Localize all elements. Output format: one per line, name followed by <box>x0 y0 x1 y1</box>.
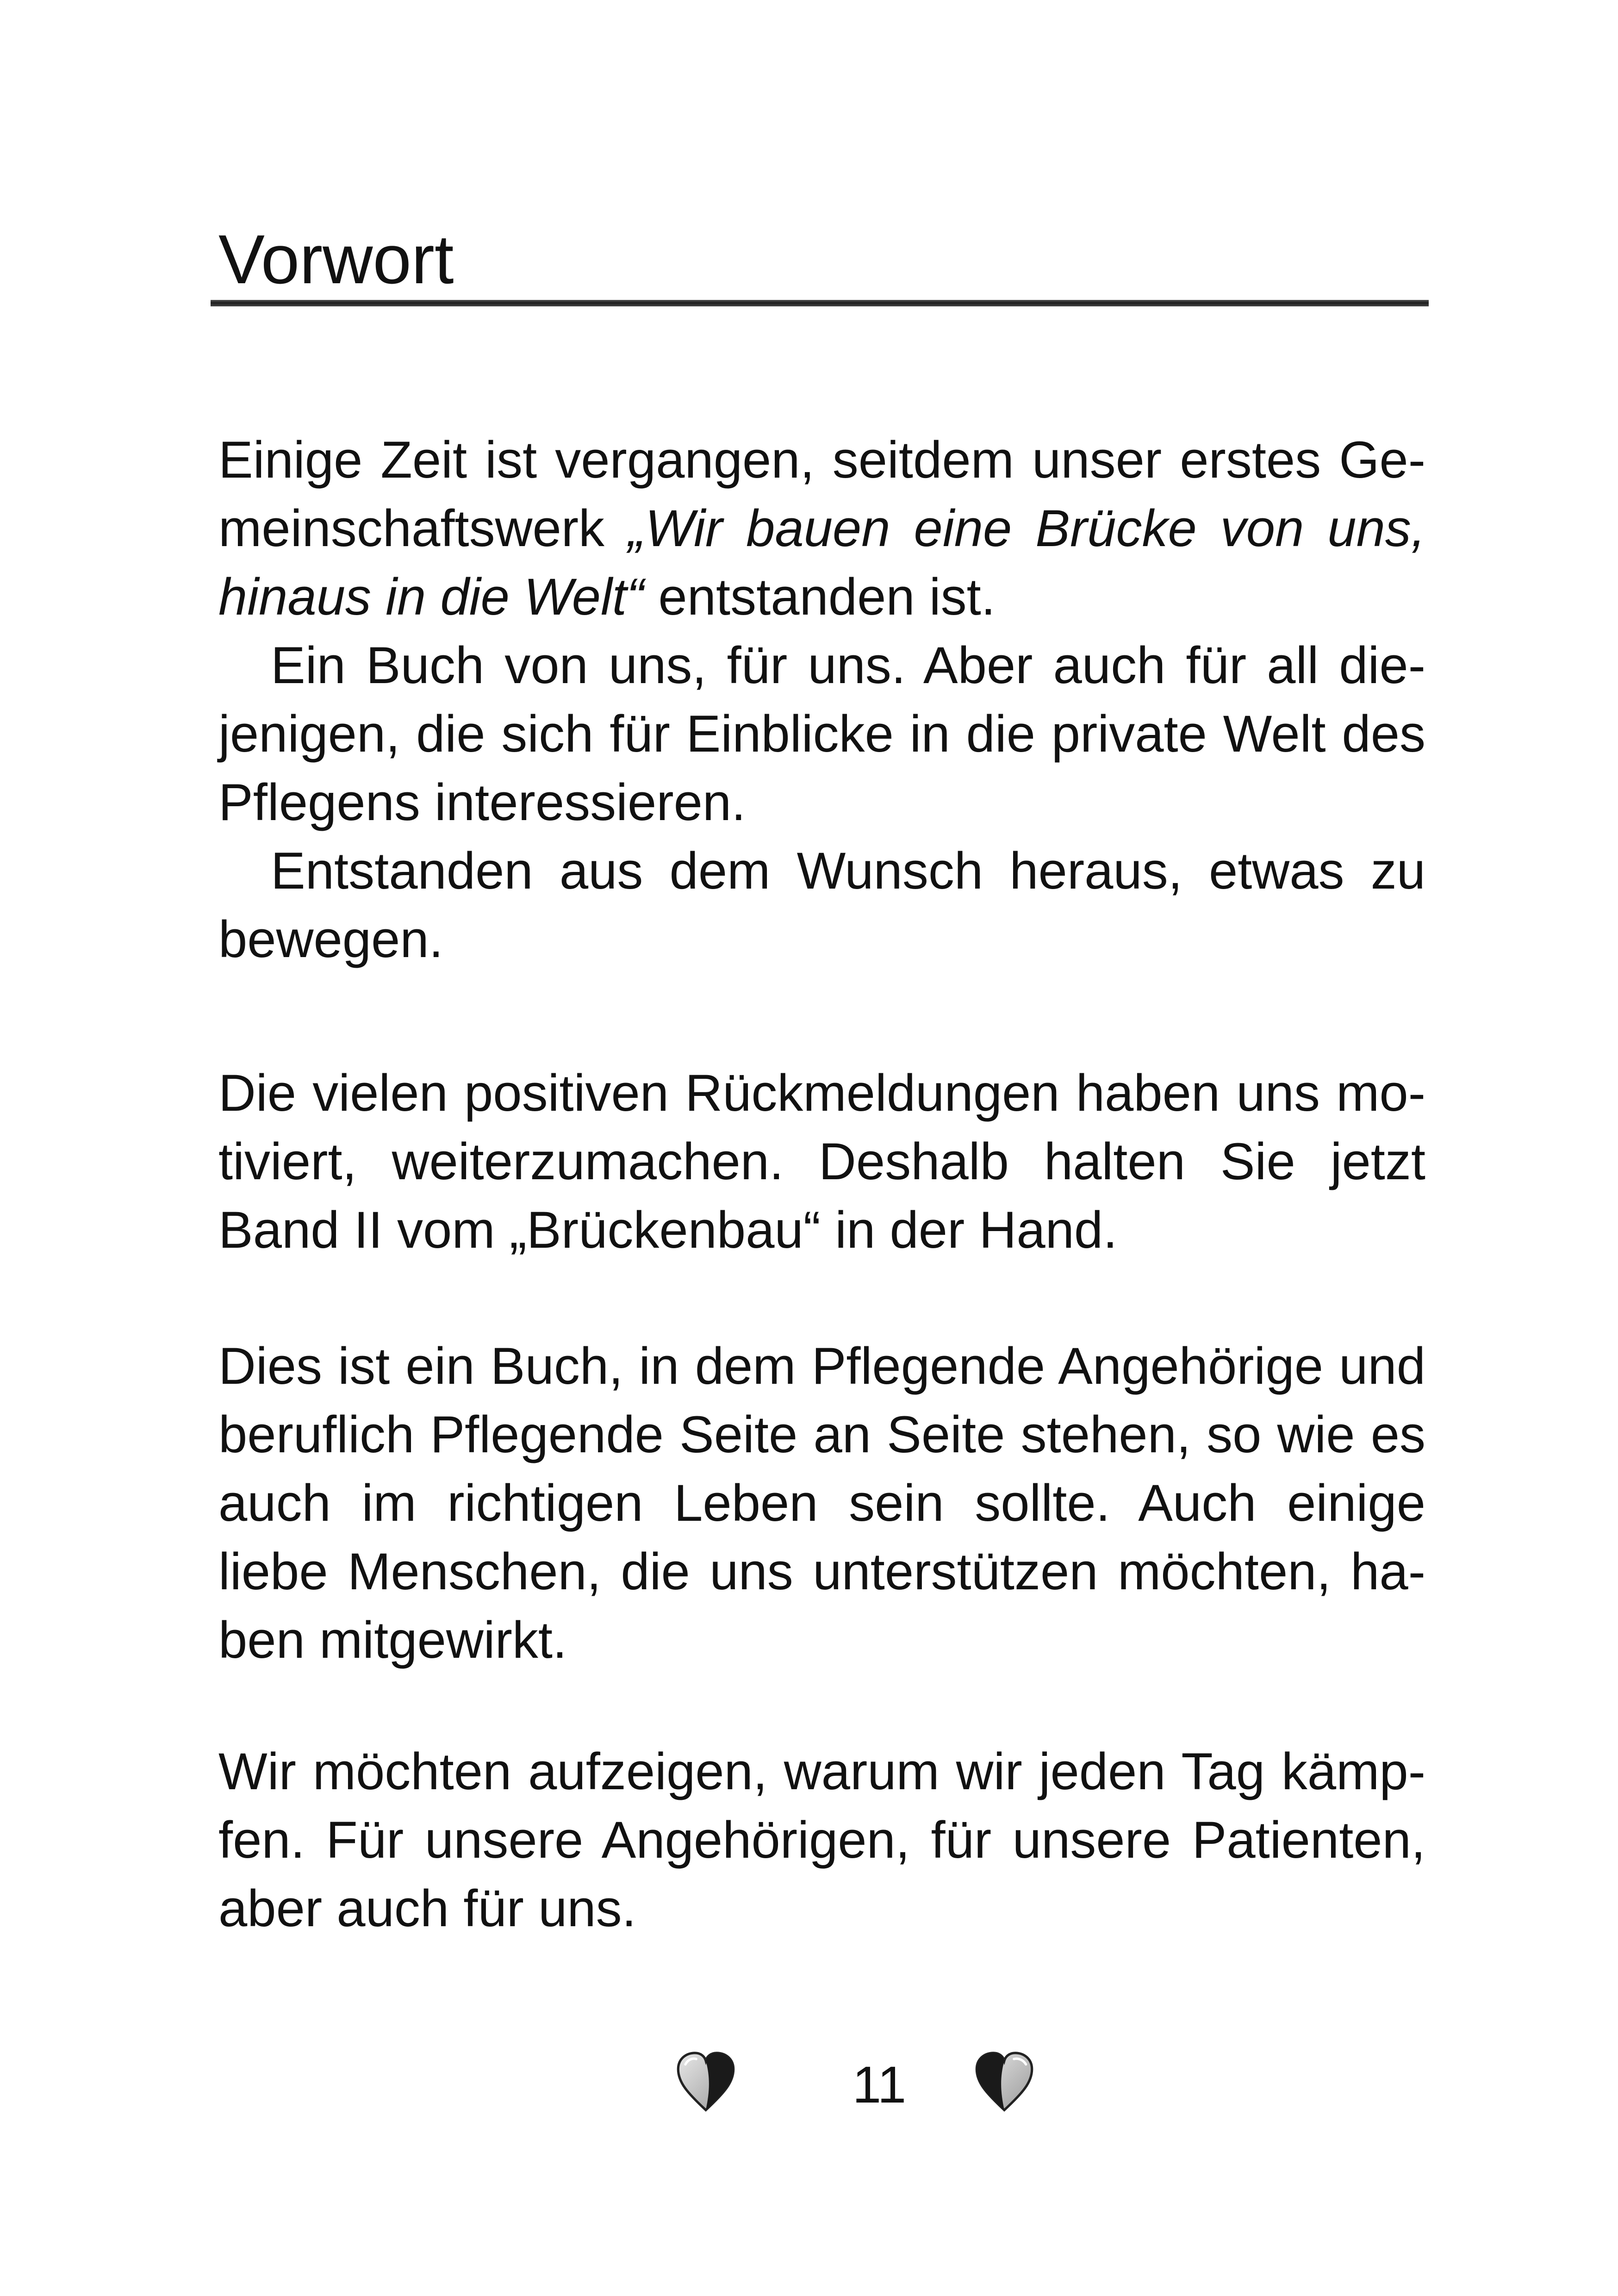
text-line <box>218 1127 1425 1196</box>
text-segment: Einige Zeit ist vergangen, seitdem unser erstes Ge- <box>218 431 1425 489</box>
text-segment: Pflegens interessieren. <box>218 773 746 831</box>
heart-icon <box>676 2051 736 2114</box>
text-line <box>218 426 1425 494</box>
page-title: Vorwort <box>218 220 454 298</box>
text-segment: aber auch für uns. <box>218 1879 636 1937</box>
paragraph-1 <box>218 426 1425 974</box>
text-line <box>218 1196 1425 1264</box>
text-segment: jenigen, die sich für Einblicke in die private Welt des <box>218 705 1425 763</box>
paragraph-3 <box>218 1332 1425 1674</box>
page-number: 11 <box>852 2056 907 2114</box>
text-line <box>218 494 1425 563</box>
paragraph-4 <box>218 1737 1425 1943</box>
text-line <box>218 1874 1425 1943</box>
text-line <box>218 768 1425 837</box>
text-segment: Die vielen positiven Rückmeldungen haben uns mo- <box>218 1064 1425 1122</box>
text-line <box>218 1400 1425 1469</box>
text-line <box>218 700 1425 768</box>
text-line <box>218 837 1425 905</box>
text-segment: bewegen. <box>218 910 443 968</box>
book-title-segment: „Wir bauen eine Brücke von uns, <box>628 499 1426 557</box>
text-segment: auch im richtigen Leben sein sollte. Auch einige <box>218 1474 1425 1532</box>
text-segment: entstanden ist. <box>644 568 996 626</box>
title-rule <box>211 300 1429 306</box>
text-line <box>218 631 1425 700</box>
text-segment: ben mitgewirkt. <box>218 1611 567 1669</box>
text-segment: Wir möchten aufzeigen, warum wir jeden Tag kämp- <box>218 1742 1425 1800</box>
heart-icon <box>974 2051 1034 2114</box>
text-line <box>218 1806 1425 1874</box>
text-segment: Dies ist ein Buch, in dem Pflegende Angehörige und <box>218 1337 1425 1395</box>
text-line <box>218 1469 1425 1537</box>
text-line <box>218 1606 1425 1674</box>
text-line <box>218 1737 1425 1806</box>
text-segment: Ein Buch von uns, für uns. Aber auch für all die- <box>271 636 1425 694</box>
text-segment: Entstanden aus dem Wunsch heraus, etwas zu <box>271 842 1425 900</box>
text-segment: liebe Menschen, die uns unterstützen möchten, ha- <box>218 1543 1425 1600</box>
paragraph-2 <box>218 1059 1425 1264</box>
text-line <box>218 905 1425 974</box>
text-line <box>218 1537 1425 1606</box>
book-title-segment: hinaus in die Welt“ <box>218 568 644 626</box>
text-segment: tiviert, weiterzumachen. Deshalb halten Sie jetzt <box>218 1132 1425 1190</box>
text-segment: beruflich Pflegende Seite an Seite stehen, so wie es <box>218 1406 1425 1463</box>
text-segment: Band II vom „Brückenbau“ in der Hand. <box>218 1201 1118 1259</box>
text-line <box>218 1332 1425 1400</box>
text-line <box>218 563 1425 631</box>
text-segment: fen. Für unsere Angehörigen, für unsere Patienten, <box>218 1811 1425 1869</box>
text-line <box>218 1059 1425 1127</box>
text-segment: meinschaftswerk <box>218 499 628 557</box>
